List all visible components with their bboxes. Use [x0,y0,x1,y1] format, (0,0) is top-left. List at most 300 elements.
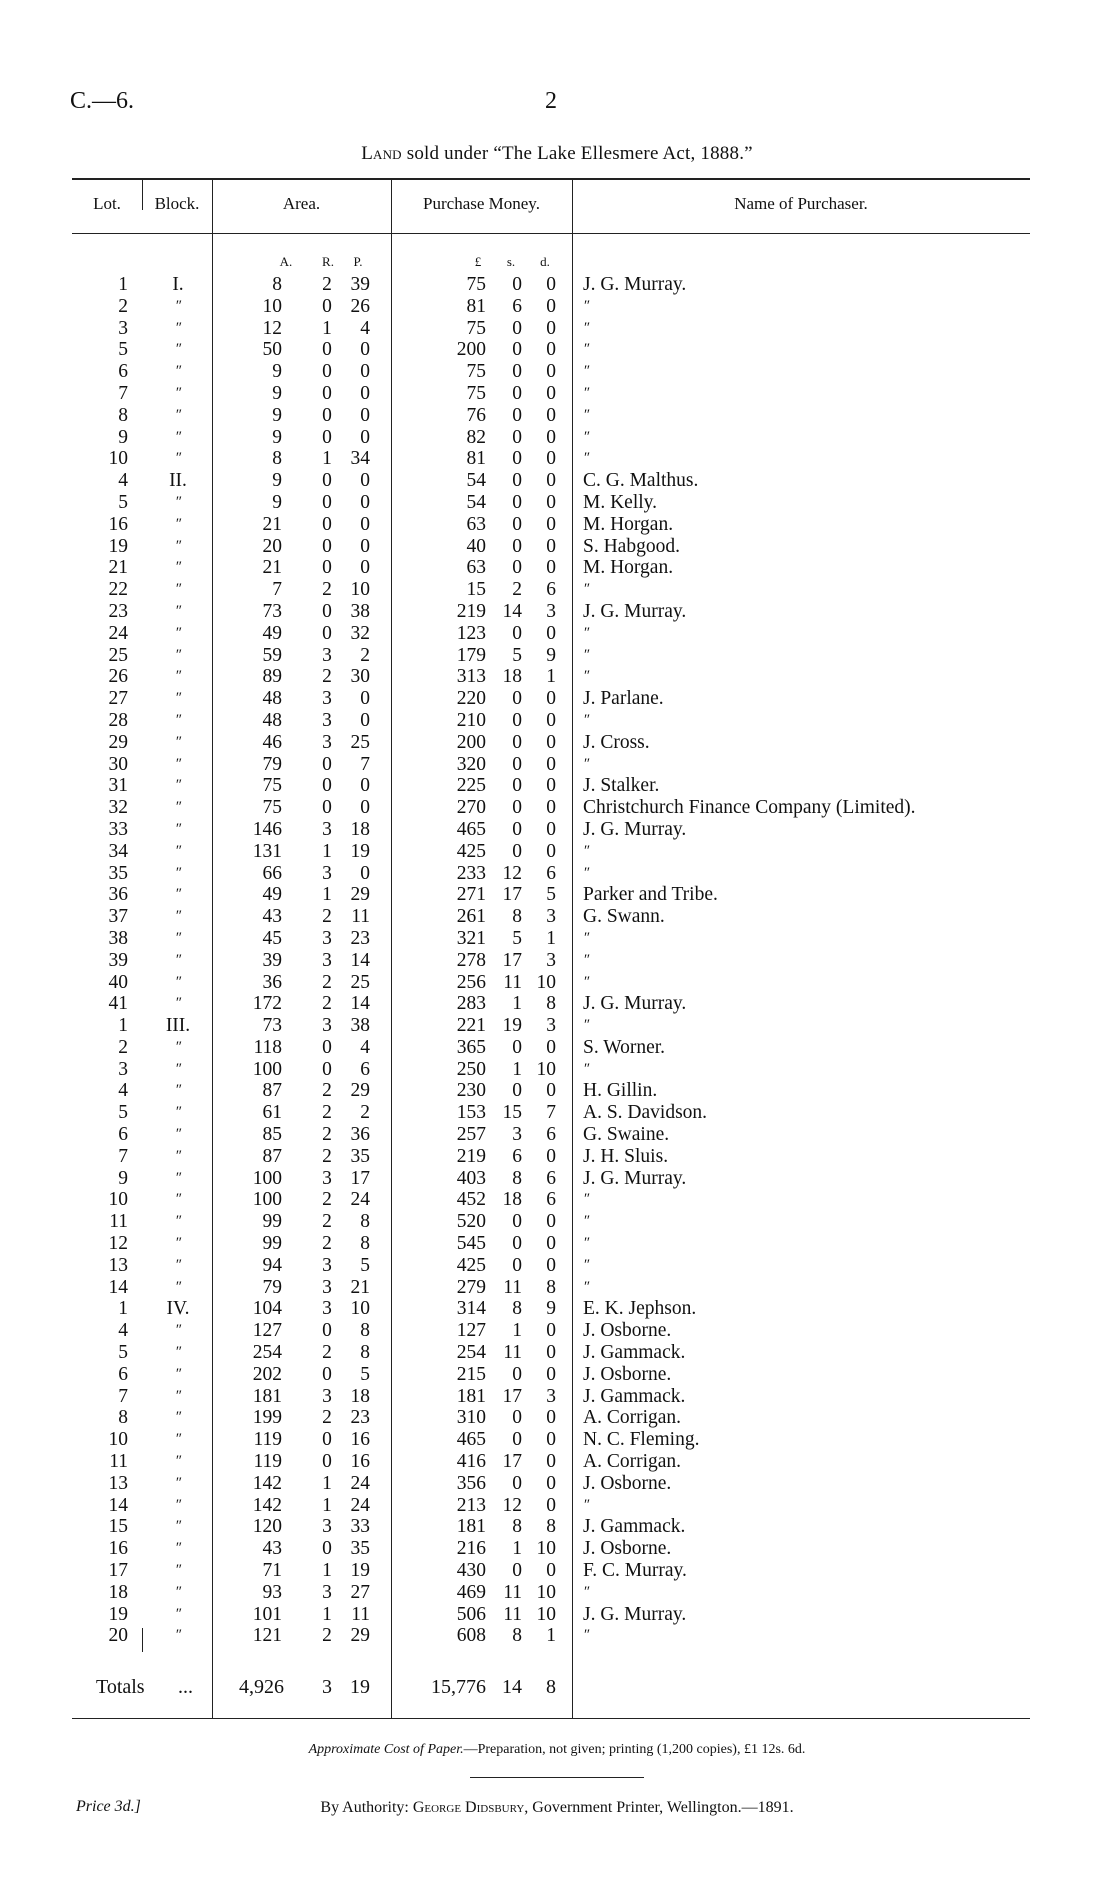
shillings-cell: 0 [512,361,522,383]
pounds-cell: 465 [456,818,486,840]
table-row [0,1080,1114,1102]
shillings-cell: 17 [502,884,522,906]
shillings-cell: 18 [502,1189,522,1211]
table-row [0,1015,1114,1037]
acres-cell: 202 [252,1363,282,1385]
shillings-cell: 0 [512,731,522,753]
roods-cell: 0 [322,753,332,775]
lot-cell: 11 [109,1451,128,1473]
acres-cell: 79 [262,1276,282,1298]
shillings-cell: 0 [512,426,522,448]
block-cell: ″ [174,1431,182,1448]
table-row [0,1429,1114,1451]
block-cell: I. [172,274,184,295]
acres-cell: 8 [272,274,282,295]
authority-prefix: By Authority: [320,1799,413,1816]
block-cell: ″ [174,493,182,510]
acres-cell: 50 [262,339,282,361]
pence-cell: 3 [546,1015,556,1037]
table-row [0,274,1114,296]
totals-pence: 8 [546,1676,556,1698]
block-cell: ″ [174,929,182,946]
acres-cell: 104 [252,1298,282,1320]
perches-cell: 5 [360,1363,370,1385]
shillings-cell: 15 [502,1102,522,1124]
perches-cell: 2 [360,644,370,666]
shillings-cell: 0 [512,753,522,775]
unit-shillings: s. [506,254,516,269]
purchaser-cell: J. Stalker. [583,775,660,797]
table-row [0,579,1114,601]
acres-cell: 100 [252,1189,282,1211]
pounds-cell: 221 [456,1015,486,1037]
block-cell: ″ [174,1256,182,1273]
table-row [0,645,1114,667]
lot-cell: 22 [108,579,128,601]
lot-cell: 17 [108,1560,128,1582]
acres-cell: 199 [252,1407,282,1429]
acres-cell: 254 [252,1342,282,1364]
table-row [0,1233,1114,1255]
pence-cell: 0 [546,1080,556,1102]
pounds-cell: 425 [456,840,486,862]
roods-cell: 3 [322,927,332,949]
table-row [0,1407,1114,1429]
totals-shillings: 14 [502,1676,522,1698]
perches-cell: 27 [350,1581,370,1603]
roods-cell: 2 [322,1124,332,1146]
shillings-cell: 5 [512,927,522,949]
acres-cell: 10 [262,295,282,317]
pounds-cell: 469 [456,1581,486,1603]
pence-cell: 10 [536,1603,556,1625]
pounds-cell: 270 [456,797,486,819]
table-row [0,1604,1114,1626]
pence-cell: 1 [546,1625,556,1647]
block-cell: ″ [174,995,182,1012]
title-prefix: Land [361,143,402,164]
pounds-cell: 403 [456,1167,486,1189]
perches-cell: 19 [350,840,370,862]
purchaser-cell: ″ [583,1191,590,1208]
acres-cell: 48 [262,688,282,710]
lot-cell: 7 [118,1145,128,1167]
shillings-cell: 0 [512,382,522,404]
shillings-cell: 0 [512,557,522,579]
lot-cell: 7 [118,1385,128,1407]
shillings-cell: 14 [502,600,522,622]
pounds-cell: 225 [456,775,486,797]
table-row [0,514,1114,536]
acres-cell: 21 [262,557,282,579]
perches-cell: 24 [350,1494,370,1516]
perches-cell: 8 [360,1320,370,1342]
pounds-cell: 465 [456,1429,486,1451]
block-cell: ″ [174,711,182,728]
pence-cell: 0 [546,1320,556,1342]
pounds-cell: 63 [466,557,486,579]
lot-cell: 27 [108,688,128,710]
pounds-cell: 54 [466,470,486,492]
table-row [0,1059,1114,1081]
lot-cell: 38 [108,927,128,949]
purchaser-cell: ″ [583,341,590,358]
lot-cell: 19 [108,535,128,557]
table-row [0,1386,1114,1408]
block-cell: ″ [174,1344,182,1361]
pounds-cell: 320 [456,753,486,775]
lot-cell: 1 [118,1298,128,1320]
table-row [0,296,1114,318]
pence-cell: 0 [546,513,556,535]
lot-cell: 30 [108,753,128,775]
purchaser-cell: ″ [583,755,590,772]
roods-cell: 2 [322,274,332,295]
roods-cell: 0 [322,600,332,622]
pounds-cell: 608 [456,1625,486,1647]
pounds-cell: 213 [456,1494,486,1516]
roods-cell: 3 [322,818,332,840]
roods-cell: 1 [322,317,332,339]
lot-cell: 28 [108,709,128,731]
shillings-cell: 11 [503,1342,522,1364]
pounds-cell: 75 [466,382,486,404]
perches-cell: 0 [360,404,370,426]
acres-cell: 48 [262,709,282,731]
perches-cell: 38 [350,1015,370,1037]
pence-cell: 3 [546,1385,556,1407]
lot-cell: 14 [108,1276,128,1298]
acres-cell: 118 [253,1036,282,1058]
pence-cell: 0 [546,1472,556,1494]
roods-cell: 0 [322,1538,332,1560]
roods-cell: 0 [322,295,332,317]
pounds-cell: 356 [456,1472,486,1494]
table-title [0,143,1114,165]
acres-cell: 66 [262,862,282,884]
table-row [0,775,1114,797]
block-cell: ″ [174,1474,182,1491]
purchaser-cell: ″ [583,297,590,314]
purchaser-cell: J. Gammack. [583,1385,686,1407]
shillings-cell: 5 [512,644,522,666]
pence-cell: 10 [536,1581,556,1603]
pounds-cell: 452 [456,1189,486,1211]
pounds-cell: 220 [456,688,486,710]
table-row [0,492,1114,514]
header-area: Area. [282,194,321,213]
perches-cell: 0 [360,709,370,731]
totals-perches: 19 [350,1676,370,1698]
perches-cell: 35 [350,1538,370,1560]
lot-cell: 4 [118,470,128,492]
purchaser-cell: ″ [583,428,590,445]
acres-cell: 100 [252,1058,282,1080]
shillings-cell: 0 [512,1429,522,1451]
perches-cell: 6 [360,1058,370,1080]
table-row [0,448,1114,470]
pence-cell: 3 [546,600,556,622]
acres-cell: 73 [262,1015,282,1037]
pounds-cell: 314 [456,1298,486,1320]
table-row [0,1146,1114,1168]
purchaser-cell: J. Cross. [583,731,650,753]
shillings-cell: 11 [503,971,522,993]
pounds-cell: 416 [456,1451,486,1473]
table-row [0,688,1114,710]
purchaser-cell: C. G. Malthus. [583,470,699,492]
roods-cell: 0 [322,557,332,579]
block-cell: ″ [174,1213,182,1230]
table-row [0,906,1114,928]
shillings-cell: 19 [502,1015,522,1037]
pounds-cell: 520 [456,1211,486,1233]
table-row [0,1277,1114,1299]
pounds-cell: 123 [456,622,486,644]
purchaser-cell: ″ [583,973,590,990]
purchaser-cell: ″ [583,1235,590,1252]
perches-cell: 2 [360,1102,370,1124]
purchaser-cell: J. G. Murray. [583,993,687,1015]
block-cell: ″ [174,1169,182,1186]
table-row [0,318,1114,340]
pence-cell: 0 [546,491,556,513]
table-row [0,841,1114,863]
acres-cell: 85 [262,1124,282,1146]
lot-cell: 9 [118,1167,128,1189]
lot-cell: 40 [108,971,128,993]
table-row [0,1538,1114,1560]
pounds-cell: 219 [456,1145,486,1167]
title-rest: sold under “The Lake Ellesmere Act, 1888.” [401,143,753,164]
block-cell: ″ [174,799,182,816]
pounds-cell: 200 [456,731,486,753]
pounds-cell: 321 [456,927,486,949]
unit-roods: R. [322,254,334,269]
block-cell: ″ [174,537,182,554]
pence-cell: 0 [546,295,556,317]
perches-cell: 14 [350,993,370,1015]
acres-cell: 71 [262,1560,282,1582]
pence-cell: 0 [546,622,556,644]
block-cell: ″ [174,755,182,772]
roods-cell: 3 [322,731,332,753]
roods-cell: 3 [322,862,332,884]
pounds-cell: 425 [456,1254,486,1276]
block-cell: ″ [174,733,182,750]
pounds-cell: 15 [466,579,486,601]
authority-suffix: , Government Printer, Wellington.—1891. [524,1799,794,1816]
roods-cell: 0 [322,404,332,426]
perches-cell: 0 [360,513,370,535]
lot-cell: 1 [118,274,128,295]
shillings-cell: 0 [512,404,522,426]
pounds-cell: 216 [456,1538,486,1560]
lot-cell: 10 [108,1189,128,1211]
pence-cell: 0 [546,1036,556,1058]
pence-cell: 1 [546,666,556,688]
price: Price 3d.] [76,1798,141,1815]
table-body [0,274,1114,1647]
pounds-cell: 75 [466,361,486,383]
acres-cell: 181 [252,1385,282,1407]
purchaser-cell: G. Swann. [583,906,665,928]
pounds-cell: 310 [456,1407,486,1429]
pence-cell: 0 [546,731,556,753]
perches-cell: 0 [360,426,370,448]
perches-cell: 4 [360,1036,370,1058]
pounds-cell: 365 [456,1036,486,1058]
roods-cell: 0 [322,1451,332,1473]
acres-cell: 46 [262,731,282,753]
roods-cell: 1 [322,884,332,906]
perches-cell: 18 [350,1385,370,1407]
shillings-cell: 12 [502,862,522,884]
pounds-cell: 233 [456,862,486,884]
block-cell: ″ [174,1365,182,1382]
lot-cell: 39 [108,949,128,971]
block-cell: ″ [174,319,182,336]
block-cell: ″ [174,624,182,641]
perches-cell: 5 [360,1254,370,1276]
purchaser-cell: J. G. Murray. [583,818,687,840]
pence-cell: 7 [546,1102,556,1124]
roods-cell: 1 [322,448,332,470]
lot-cell: 9 [118,426,128,448]
acres-cell: 120 [252,1516,282,1538]
perches-cell: 16 [350,1451,370,1473]
block-cell: ″ [174,1322,182,1339]
pence-cell: 0 [546,1429,556,1451]
table-row [0,339,1114,361]
block-cell: ″ [174,1605,182,1622]
perches-cell: 25 [350,971,370,993]
pence-cell: 0 [546,274,556,295]
perches-cell: 23 [350,1407,370,1429]
shillings-cell: 0 [512,840,522,862]
lot-cell: 5 [118,339,128,361]
perches-cell: 33 [350,1516,370,1538]
pounds-cell: 271 [456,884,486,906]
lot-cell: 25 [108,644,128,666]
block-cell: ″ [174,559,182,576]
table-row [0,1298,1114,1320]
lot-cell: 3 [118,317,128,339]
purchaser-cell: J. G. Murray. [583,274,687,295]
table-row [0,536,1114,558]
acres-cell: 99 [262,1211,282,1233]
unit-pounds: £ [474,254,482,269]
lot-cell: 4 [118,1320,128,1342]
lot-cell: 33 [108,818,128,840]
acres-cell: 75 [262,775,282,797]
pounds-cell: 181 [456,1516,486,1538]
lot-cell: 14 [108,1494,128,1516]
pounds-cell: 63 [466,513,486,535]
pence-cell: 0 [546,1494,556,1516]
block-cell: ″ [174,1147,182,1164]
lot-cell: 37 [108,906,128,928]
table-row [0,972,1114,994]
pence-cell: 0 [546,339,556,361]
table-row [0,1037,1114,1059]
shillings-cell: 0 [512,1036,522,1058]
shillings-cell: 0 [512,1363,522,1385]
roods-cell: 3 [322,688,332,710]
purchaser-cell: ″ [583,363,590,380]
purchaser-cell: A. S. Davidson. [583,1102,708,1124]
perches-cell: 11 [351,1603,370,1625]
lot-cell: 18 [108,1581,128,1603]
pounds-cell: 181 [456,1385,486,1407]
shillings-cell: 0 [512,535,522,557]
purchaser-cell: ″ [583,864,590,881]
perches-cell: 0 [360,339,370,361]
shillings-cell: 0 [512,1472,522,1494]
table-row [0,470,1114,492]
roods-cell: 0 [322,1036,332,1058]
shillings-cell: 17 [502,1451,522,1473]
acres-cell: 9 [272,361,282,383]
perches-cell: 16 [350,1429,370,1451]
pence-cell: 6 [546,579,556,601]
pence-cell: 1 [546,927,556,949]
purchaser-cell: G. Swaine. [583,1124,670,1146]
footer-rule [470,1777,644,1778]
roods-cell: 2 [322,1102,332,1124]
acres-cell: 73 [262,600,282,622]
purchaser-cell: J. Osborne. [583,1472,672,1494]
pounds-cell: 430 [456,1560,486,1582]
pence-cell: 0 [546,382,556,404]
roods-cell: 0 [322,382,332,404]
block-cell: III. [165,1015,191,1037]
shillings-cell: 8 [512,1298,522,1320]
pence-cell: 8 [546,1276,556,1298]
roods-cell: 3 [322,644,332,666]
acres-cell: 21 [262,513,282,535]
purchaser-cell: ″ [583,1060,590,1077]
pence-cell: 8 [546,993,556,1015]
acres-cell: 87 [262,1145,282,1167]
roods-cell: 2 [322,1211,332,1233]
purchaser-cell: Christchurch Finance Company (Limited). [583,797,916,819]
lot-cell: 6 [118,361,128,383]
pence-cell: 0 [546,1407,556,1429]
purchaser-cell: J. G. Murray. [583,600,687,622]
table-row [0,884,1114,906]
cost-label: Approximate Cost of Paper. [308,1742,464,1757]
roods-cell: 3 [322,1516,332,1538]
table-top-rule [72,178,1030,180]
table-row [0,1516,1114,1538]
lot-cell: 7 [118,382,128,404]
pence-cell: 0 [546,448,556,470]
shillings-cell: 1 [512,1058,522,1080]
block-cell: ″ [174,1453,182,1470]
shillings-cell: 0 [512,1560,522,1582]
block-cell: ″ [174,1278,182,1295]
lot-cell: 35 [108,862,128,884]
block-cell: ″ [174,646,182,663]
purchaser-cell: ″ [583,668,590,685]
perches-cell: 29 [350,1080,370,1102]
roods-cell: 3 [322,1581,332,1603]
acres-cell: 9 [272,382,282,404]
purchaser-cell: J. Parlane. [583,688,664,710]
lot-cell: 26 [108,666,128,688]
purchaser-cell: H. Gillin. [583,1080,658,1102]
